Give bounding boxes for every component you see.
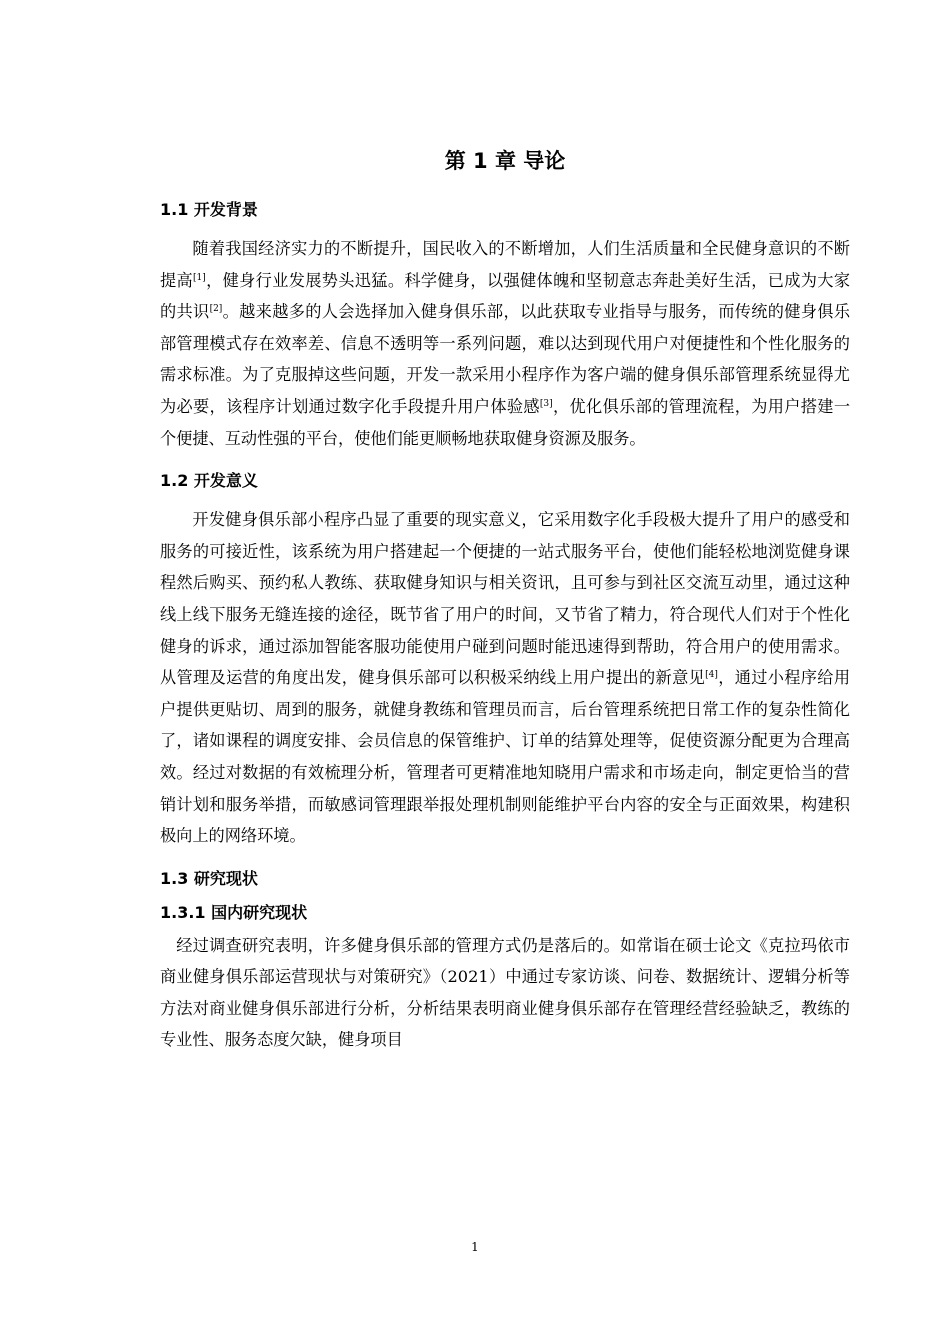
citation-ref: [4]	[705, 670, 718, 681]
text-run: ，优化俱乐部的管理流程，为用户搭建一个便捷、互动性强的平台，使他们能更顺畅地获取健身资源及服务。	[160, 396, 851, 448]
subsection-heading-domestic: 1.3.1 国内研究现状	[160, 902, 308, 922]
paragraph-significance	[160, 504, 850, 852]
text-run: 经过调查研究表明，许多健身俱乐部的管理方式仍是落后的。如常诣在硕士论文《克拉玛依市商业健身俱乐部运营现状与对策研究》（2021）中通过专家访谈、问卷、数据统计、逻辑分析等方法对商业健身俱乐部进行分析，分析结果表明商业健身俱乐部存在管理经营经验缺乏，教练的专业性、服务态度欠缺，健身项目	[160, 935, 850, 1050]
chapter-title: 第 1 章 导论	[444, 149, 566, 173]
paragraph-domestic	[160, 930, 850, 1056]
page-content	[160, 145, 850, 1068]
citation-ref: [3]	[539, 398, 553, 409]
text-run: 随着我国经济实力的不断提升，国民收入的不断增加，人们生活质量和全民健身意识的不断提高	[160, 239, 850, 290]
citation-ref: [2]	[209, 304, 223, 315]
text-run: ，通过小程序给用户提供更贴切、周到的服务，就健身教练和管理员而言，后台管理系统把日常工作的复杂性简化了，诸如课程的调度安排、会员信息的保管维护、订单的结算处理等，促使资源分配更为合理高效。经过对数据的有效梳理分析，管理者可更精准地知晓用户需求和市场走向，制定更恰当的营销计划和服务举措，而敏感词管理跟举报处理机制则能维护平台内容的安全与正面效果，构建积极向上的网络环境。	[160, 668, 851, 846]
text-run: 开发健身俱乐部小程序凸显了重要的现实意义，它采用数字化手段极大提升了用户的感受和服务的可接近性，该系统为用户搭建起一个便捷的一站式服务平台，使他们能轻松地浏览健身课程然后购买、预约私人教练、获取健身知识与相关资讯，且可参与到社区交流互动里，通过这种线上线下服务无缝连接的途径，既节省了用户的时间，又节省了精力，符合现代人们对于个性化健身的诉求，通过添加智能客服功能使用户碰到问题时能迅速得到帮助，符合用户的使用需求。从管理及运营的角度出发，健身俱乐部可以积极采纳线上用户提出的新意见	[160, 510, 850, 688]
page-number: 1	[471, 1240, 479, 1254]
section-heading-background: 1.1 开发背景	[160, 200, 258, 219]
text-run: 。越来越多的人会选择加入健身俱乐部，以此获取专业指导与服务，而传统的健身俱乐部管理模式存在效率差、信息不透明等一系列问题，难以达到现代用户对便捷性和个性化服务的需求标准。为了克服掉这些问题，开发一款采用小程序作为客户端的健身俱乐部管理系统显得尤为必要，该程序计划通过数字化手段提升用户体验感	[160, 302, 851, 416]
section-heading-research-status: 1.3 研究现状	[160, 868, 258, 888]
section-heading-significance: 1.2 开发意义	[160, 471, 258, 491]
text-run: ，健身行业发展势头迅猛。科学健身，以强健体魄和坚韧意志奔赴美好生活，已成为大家的共识	[160, 270, 851, 322]
paragraph-background	[160, 233, 850, 454]
citation-ref: [1]	[193, 272, 206, 283]
